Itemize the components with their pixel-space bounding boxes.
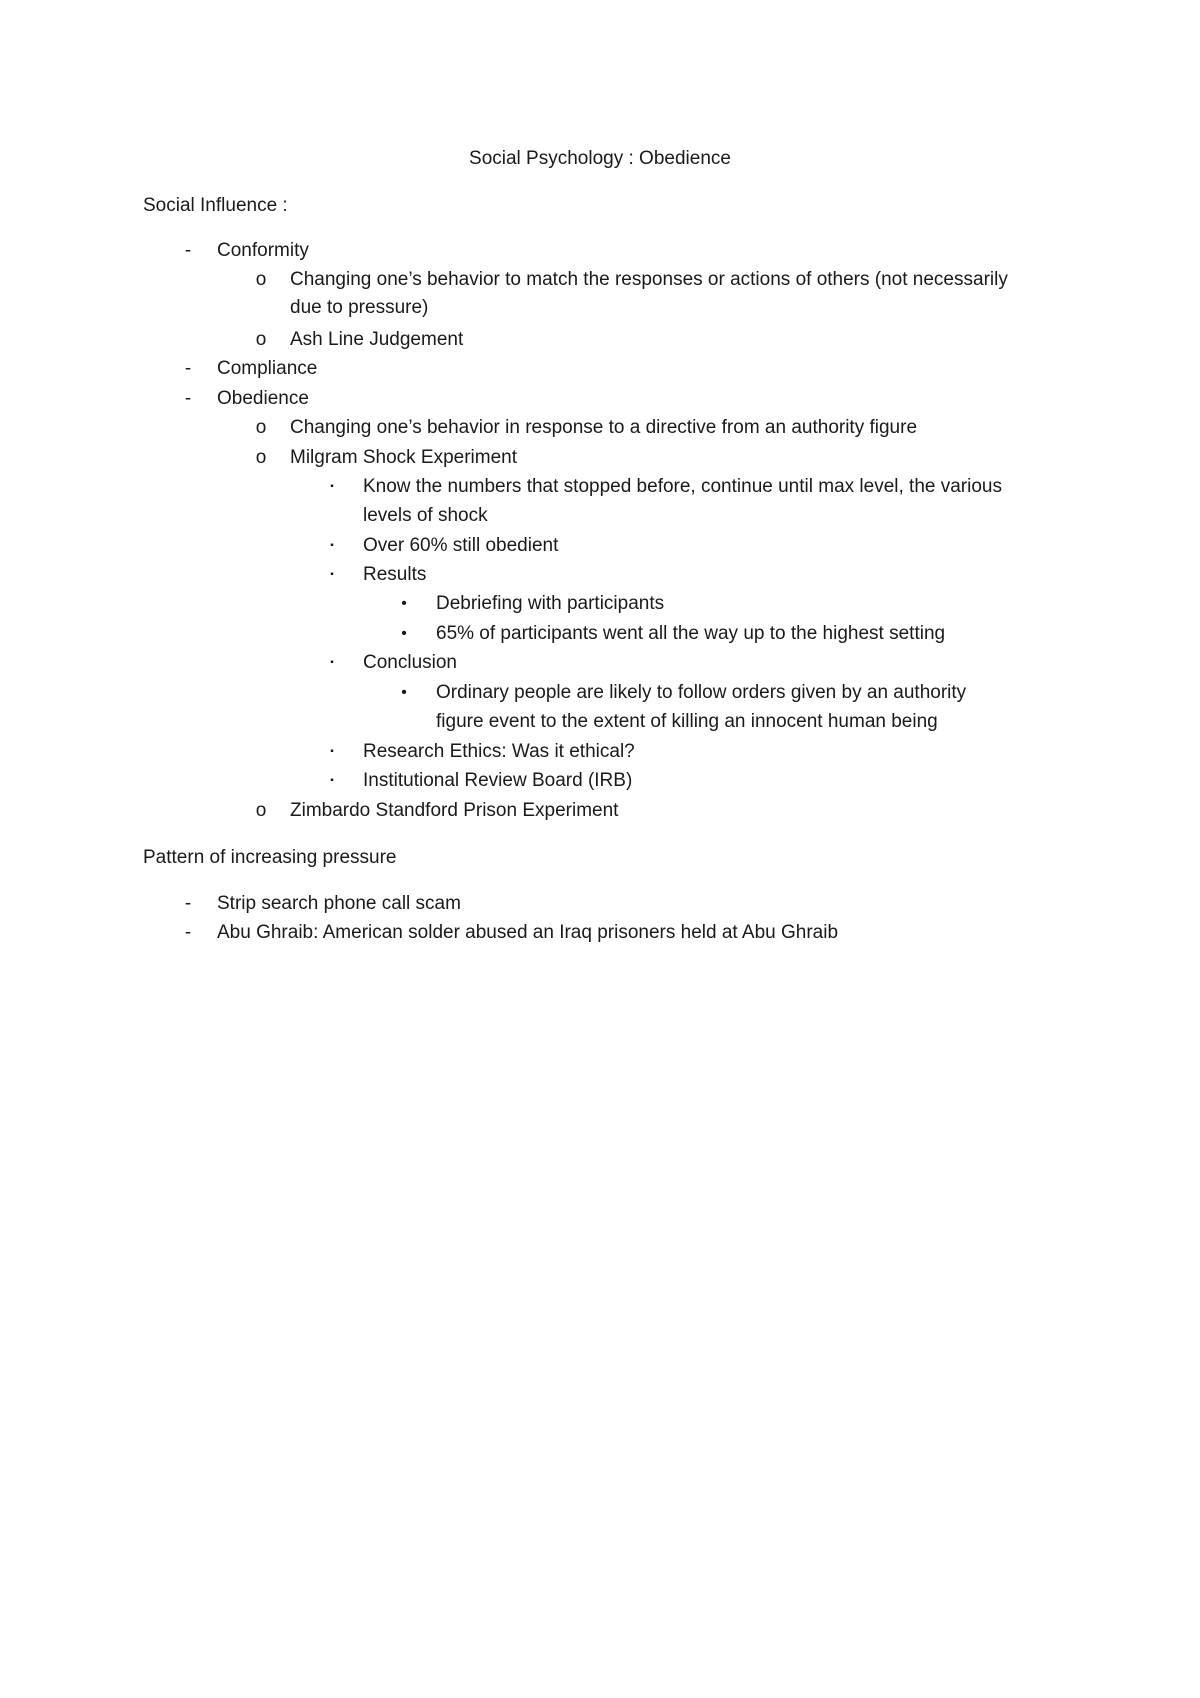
list-item-65-percent: 65% of participants went all the way up to the highest setting xyxy=(436,623,946,644)
square-bullet-marker: ▪ xyxy=(330,569,334,580)
square-bullet-marker: ▪ xyxy=(330,657,334,668)
dash-marker: - xyxy=(184,358,192,379)
list-item-obedience-definition: Changing one’s behavior in response to a directive from an authority figure xyxy=(290,417,918,438)
list-item-ash-line: Ash Line Judgement xyxy=(290,329,464,350)
list-item-know-numbers-cont: levels of shock xyxy=(363,505,488,526)
square-bullet-marker: ▪ xyxy=(330,775,334,786)
round-bullet-marker: • xyxy=(401,595,407,612)
circle-marker: o xyxy=(255,329,267,350)
list-item-irb: Institutional Review Board (IRB) xyxy=(363,770,633,791)
circle-marker: o xyxy=(255,447,267,468)
list-item-strip-search: Strip search phone call scam xyxy=(217,893,461,914)
dash-marker: - xyxy=(184,240,192,261)
square-bullet-marker: ▪ xyxy=(330,481,334,492)
round-bullet-marker: • xyxy=(401,684,407,701)
section-heading-social-influence: Social Influence : xyxy=(143,195,288,216)
list-item-results: Results xyxy=(363,564,427,585)
circle-marker: o xyxy=(255,417,267,438)
list-item-ordinary-people: Ordinary people are likely to follow orders given by an authority xyxy=(436,682,967,703)
square-bullet-marker: ▪ xyxy=(330,540,334,551)
document-title: Social Psychology : Obedience xyxy=(469,148,731,169)
square-bullet-marker: ▪ xyxy=(330,746,334,757)
list-item-conformity-definition: Changing one’s behavior to match the responses or actions of others (not necessarily xyxy=(290,269,1008,290)
round-bullet-marker: • xyxy=(401,625,407,642)
list-item-abu-ghraib: Abu Ghraib: American solder abused an Iraq prisoners held at Abu Ghraib xyxy=(217,922,839,943)
dash-marker: - xyxy=(184,922,192,943)
list-item-over-60: Over 60% still obedient xyxy=(363,535,559,556)
list-item-obedience: Obedience xyxy=(217,388,309,409)
circle-marker: o xyxy=(255,269,267,290)
dash-marker: - xyxy=(184,388,192,409)
section-heading-pattern: Pattern of increasing pressure xyxy=(143,847,397,868)
list-item-conformity-definition-cont: due to pressure) xyxy=(290,297,429,318)
list-item-compliance: Compliance xyxy=(217,358,318,379)
circle-marker: o xyxy=(255,800,267,821)
list-item-conclusion: Conclusion xyxy=(363,652,457,673)
dash-marker: - xyxy=(184,893,192,914)
list-item-know-numbers: Know the numbers that stopped before, continue until max level, the various xyxy=(363,476,1002,497)
list-item-debriefing: Debriefing with participants xyxy=(436,593,665,614)
list-item-ordinary-people-cont: figure event to the extent of killing an innocent human being xyxy=(436,711,938,732)
list-item-conformity: Conformity xyxy=(217,240,309,261)
list-item-milgram: Milgram Shock Experiment xyxy=(290,447,518,468)
list-item-zimbardo: Zimbardo Standford Prison Experiment xyxy=(290,800,619,821)
list-item-research-ethics: Research Ethics: Was it ethical? xyxy=(363,741,635,762)
